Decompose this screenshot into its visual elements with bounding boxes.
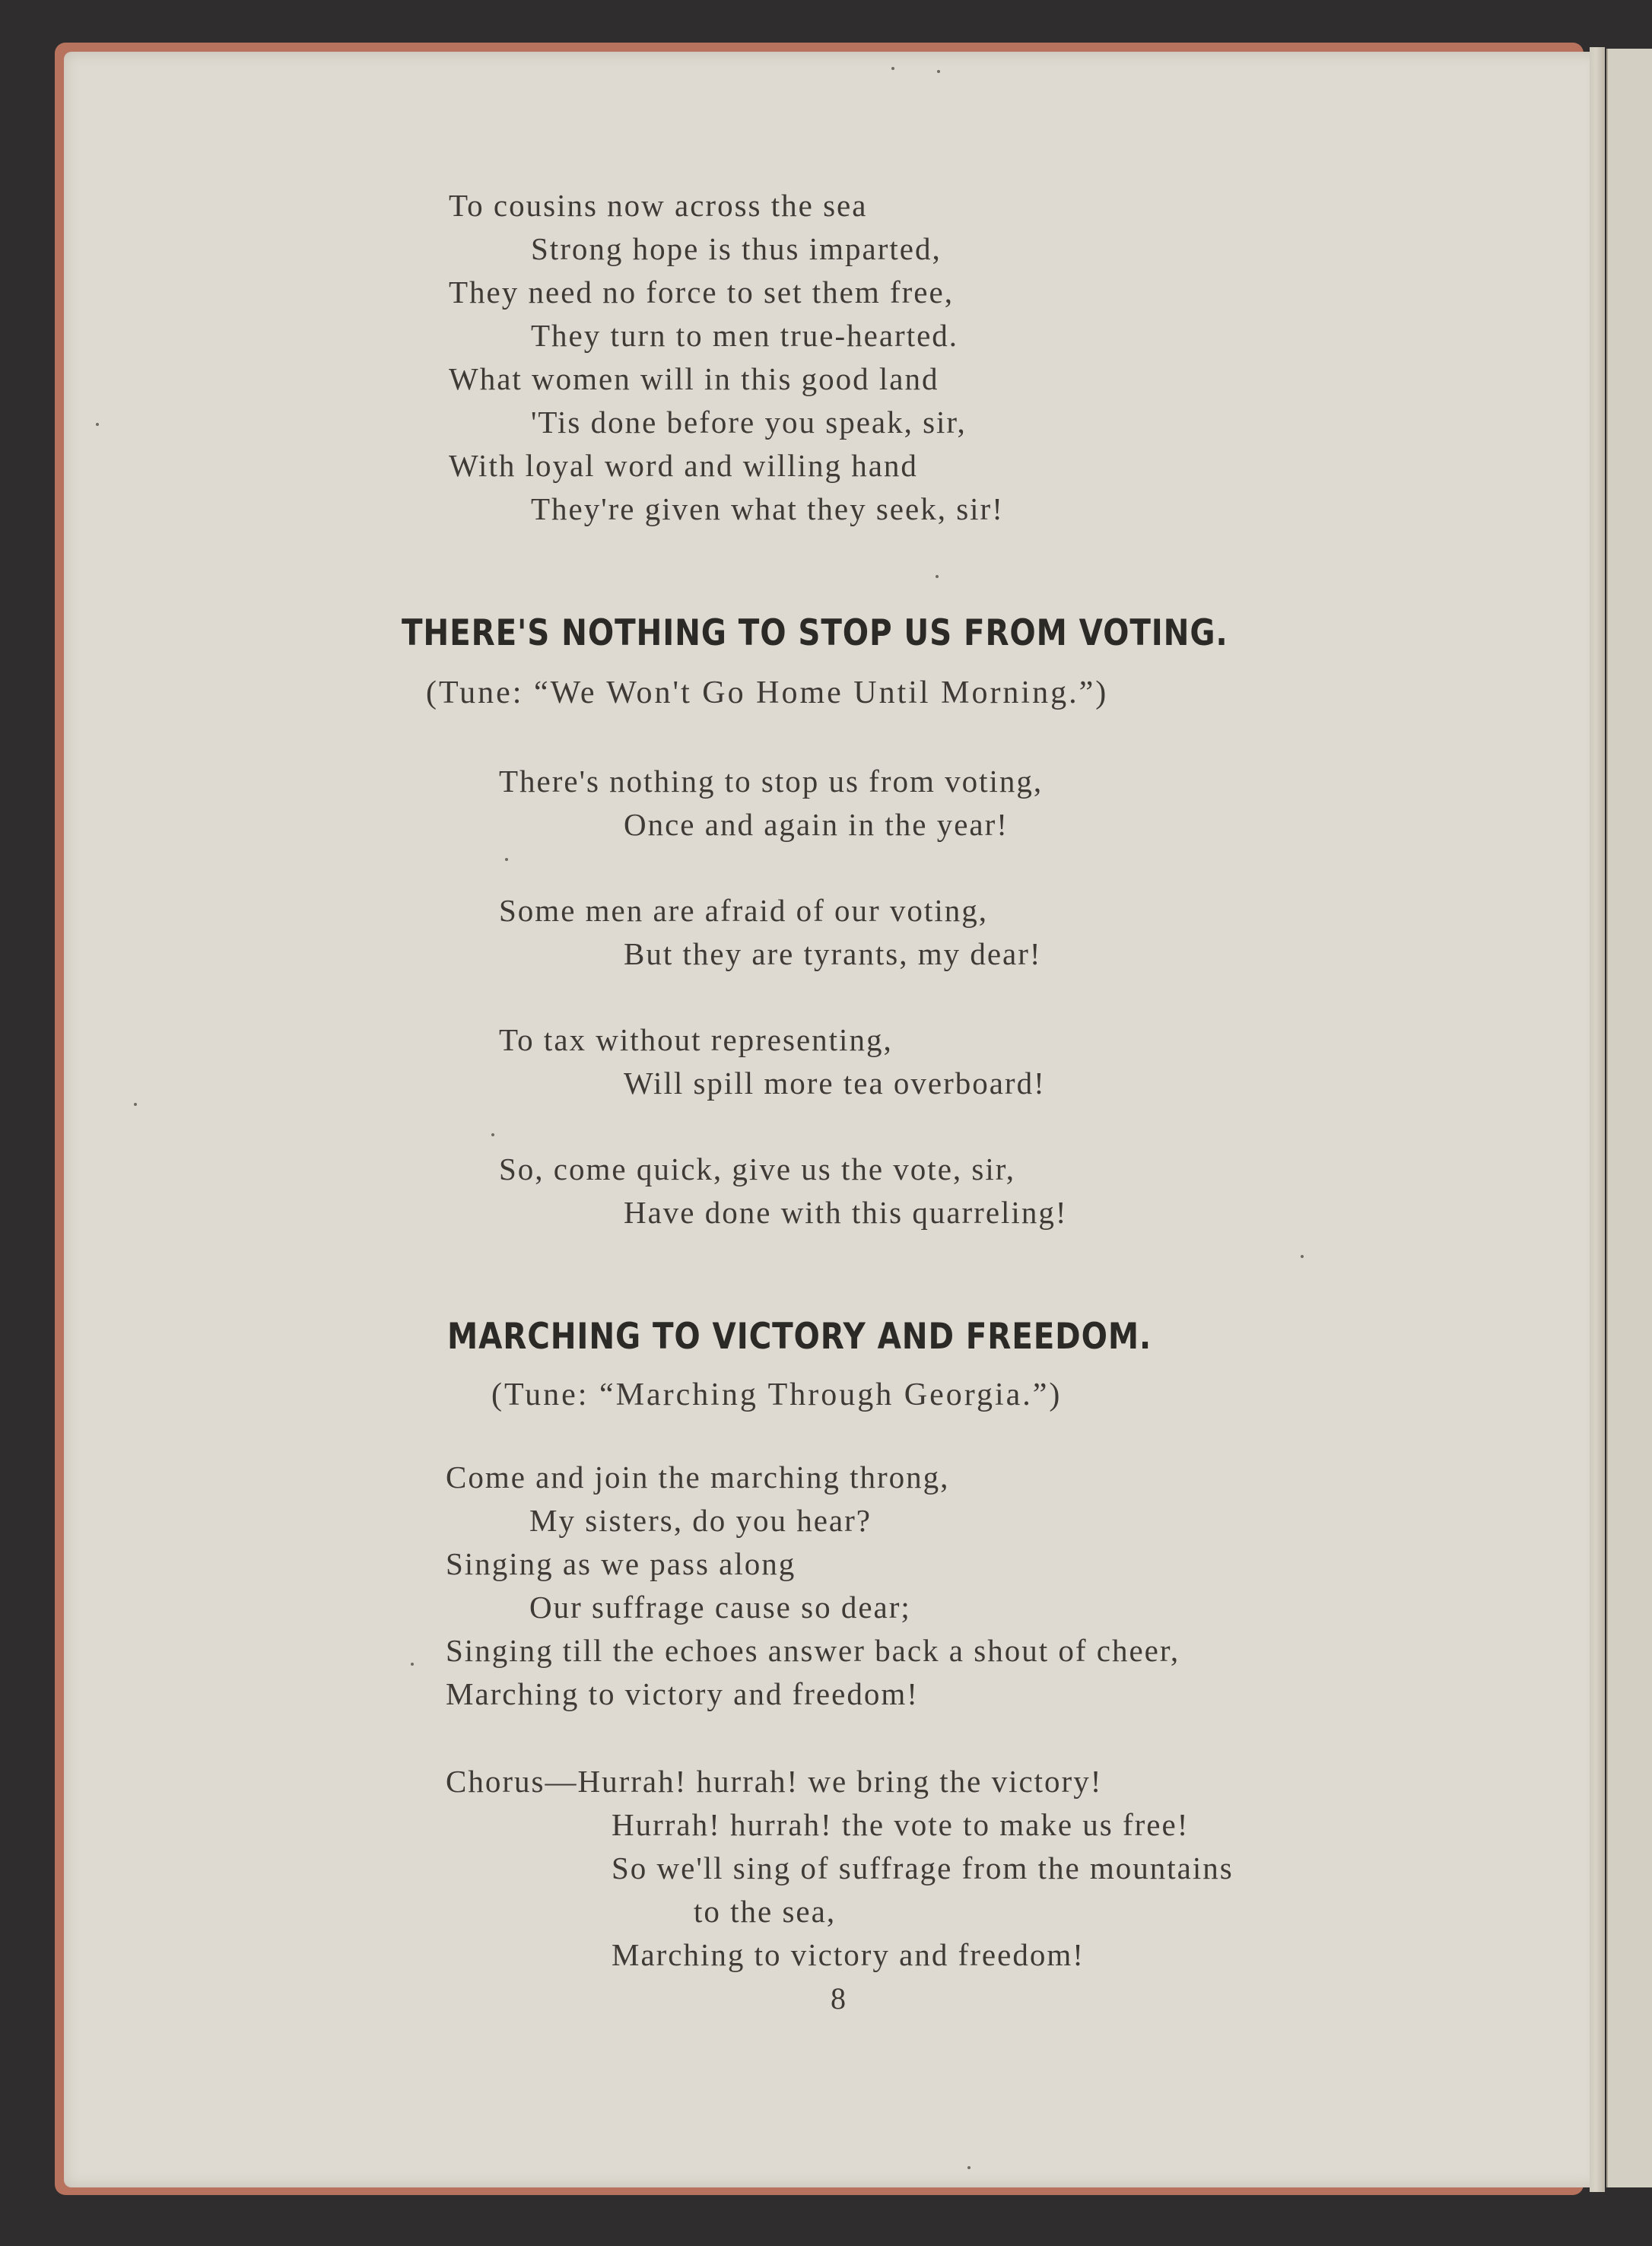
paper-speck	[491, 1133, 494, 1136]
verse-line: Strong hope is thus imparted,	[531, 231, 942, 266]
song-tune: (Tune: “Marching Through Georgia.”)	[491, 1377, 1063, 1412]
verse-line: What women will in this good land	[449, 361, 939, 396]
verse-line: To cousins now across the sea	[449, 188, 868, 223]
paper-speck	[96, 423, 99, 426]
verse-line: Our suffrage cause so dear;	[529, 1590, 911, 1625]
verse-line: Come and join the marching throng,	[446, 1460, 950, 1495]
verse-line: But they are tyrants, my dear!	[624, 936, 1042, 971]
paper-speck	[411, 1663, 414, 1666]
verse-line: So, come quick, give us the vote, sir,	[499, 1152, 1016, 1187]
song-tune: (Tune: “We Won't Go Home Until Morning.”)	[426, 675, 1109, 710]
verse-line: With loyal word and willing hand	[449, 448, 918, 483]
chorus-line: Marching to victory and freedom!	[612, 1937, 1085, 1972]
verse-line: Have done with this quarreling!	[624, 1195, 1068, 1230]
verse-line: They need no force to set them free,	[449, 275, 954, 310]
song-title: THERE'S NOTHING TO STOP US FROM VOTING.	[402, 612, 1228, 654]
chorus-line: Hurrah! hurrah! the vote to make us free!	[612, 1807, 1190, 1842]
chorus-line: to the sea,	[694, 1894, 837, 1929]
verse-line: They're given what they seek, sir!	[531, 491, 1004, 526]
paper-speck	[967, 2166, 971, 2169]
paper-speck	[936, 575, 939, 578]
song-title: MARCHING TO VICTORY AND FREEDOM.	[447, 1316, 1152, 1358]
chorus-line: So we'll sing of suffrage from the mountains	[612, 1850, 1234, 1885]
page-number: 8	[831, 1981, 846, 2016]
verse-line: There's nothing to stop us from voting,	[499, 764, 1044, 799]
verse-line: Singing till the echoes answer back a shout of cheer,	[446, 1633, 1180, 1668]
verse-line: Marching to victory and freedom!	[446, 1676, 919, 1711]
verse-line: Once and again in the year!	[624, 807, 1009, 842]
paper-speck	[891, 67, 894, 70]
verse-line: My sisters, do you hear?	[529, 1503, 872, 1538]
chorus-line: Chorus—Hurrah! hurrah! we bring the victory!	[446, 1764, 1103, 1799]
paper-speck	[937, 70, 940, 73]
paper-speck	[134, 1103, 137, 1106]
paper-speck	[505, 858, 508, 861]
verse-line: They turn to men true-hearted.	[531, 318, 959, 353]
verse-line: Will spill more tea overboard!	[624, 1066, 1046, 1101]
verse-line: Some men are afraid of our voting,	[499, 893, 988, 928]
verse-line: To tax without representing,	[499, 1022, 893, 1057]
verse-line: 'Tis done before you speak, sir,	[531, 405, 967, 440]
paper-speck	[1301, 1255, 1304, 1258]
verse-line: Singing as we pass along	[446, 1546, 796, 1581]
